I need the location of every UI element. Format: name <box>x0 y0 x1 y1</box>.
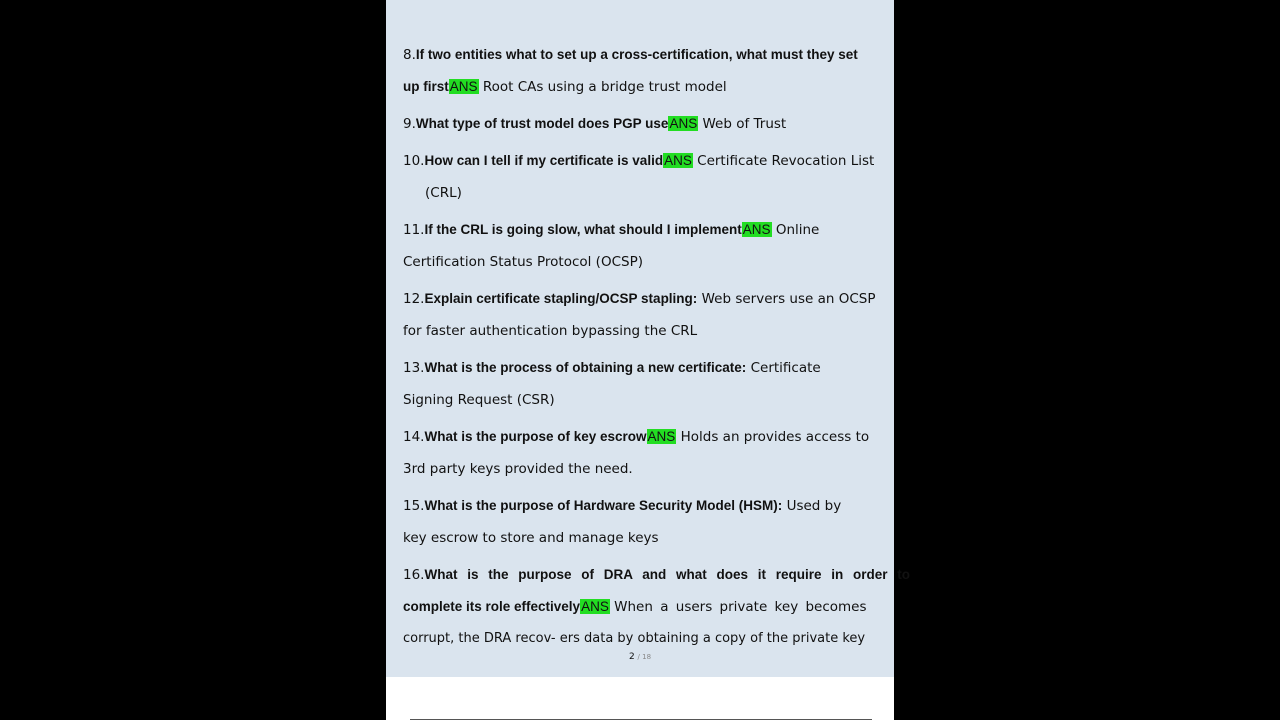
ans-highlight: ANS <box>742 222 771 237</box>
list-item: 10.How can I tell if my certificate is validANS Certificate Revocation List (CRL) <box>403 153 875 201</box>
answer-text: Online <box>775 222 820 238</box>
answer-text: Certificate Revocation List <box>697 153 875 169</box>
question-text: If two entities what to set up a cross-certification, what must they set <box>415 47 858 62</box>
answer-text: Signing Request (CSR) <box>403 392 555 408</box>
ans-highlight: ANS <box>647 429 676 444</box>
ans-highlight: ANS <box>581 599 609 614</box>
next-page <box>386 677 894 720</box>
page-indicator <box>386 652 894 662</box>
answer-text: corrupt, the DRA recov- ers data by obtaining a copy of the private key <box>403 631 866 646</box>
ans-highlight: ANS <box>669 116 698 131</box>
answer-text: Used by <box>786 498 842 514</box>
list-item: 13.What is the process of obtaining a new certificate: Certificate Signing Request (CSR) <box>403 360 821 408</box>
list-item: 9.What type of trust model does PGP useANS Web of Trust <box>403 116 787 132</box>
answer-text: for faster authentication bypassing the CRL <box>403 323 698 339</box>
answer-text: 3rd party keys provided the need. <box>403 461 633 477</box>
question-text: What is the purpose of Hardware Security Model (HSM): <box>424 498 783 513</box>
list-item: 15.What is the purpose of Hardware Security Model (HSM): Used by key escrow to store and manage keys <box>403 498 842 546</box>
answer-text: (CRL) <box>425 185 462 201</box>
question-text: What is the process of obtaining a new certificate: <box>424 360 747 375</box>
page-total: / 18 <box>637 653 652 661</box>
list-item: 12.Explain certificate stapling/OCSP stapling: Web servers use an OCSP for faster authentication bypassing the CRL <box>403 291 876 339</box>
answer-text: Web servers use an OCSP <box>701 291 876 307</box>
question-text: How can I tell if my certificate is valid <box>424 153 664 168</box>
question-text: up first <box>403 79 449 94</box>
answer-text: Certificate <box>750 360 821 376</box>
question-text: If the CRL is going slow, what should I implement <box>424 222 742 237</box>
page-current: 2 <box>628 652 635 662</box>
answer-text: Web of Trust <box>702 116 787 132</box>
question-text: What type of trust model does PGP use <box>415 116 669 131</box>
document-page <box>386 0 911 677</box>
question-text: What is the purpose of DRA and what does it require in order to <box>424 567 911 582</box>
list-item: 8.If two entities what to set up a cross-certification, what must they set up firstANS Root CAs using a bridge trust model <box>403 47 858 95</box>
answer-text: key escrow to store and manage keys <box>403 530 659 546</box>
answer-text: When a users private key becomes <box>614 599 867 615</box>
list-item: 11.If the CRL is going slow, what should I implementANS Online Certification Status Protocol (OCSP) <box>403 222 820 270</box>
question-text: What is the purpose of key escrow <box>424 429 647 444</box>
answer-text: Certification Status Protocol (OCSP) <box>403 254 643 270</box>
question-text: Explain certificate stapling/OCSP stapling: <box>424 291 698 306</box>
list-item: 14.What is the purpose of key escrowANS Holds an provides access to 3rd party keys provided the need. <box>403 429 870 477</box>
ans-highlight: ANS <box>664 153 692 168</box>
list-item: 16.What is the purpose of DRA and what does it require in order to complete its role effectivelyANS When a users private key becomes corrupt, the DRA recov- ers data by obtaining a copy of the private key <box>403 567 911 646</box>
question-text: complete its role effectively <box>403 599 581 614</box>
answer-text: Holds an provides access to <box>680 429 870 445</box>
ans-highlight: ANS <box>449 79 478 94</box>
answer-text: Root CAs using a bridge trust model <box>482 79 727 95</box>
